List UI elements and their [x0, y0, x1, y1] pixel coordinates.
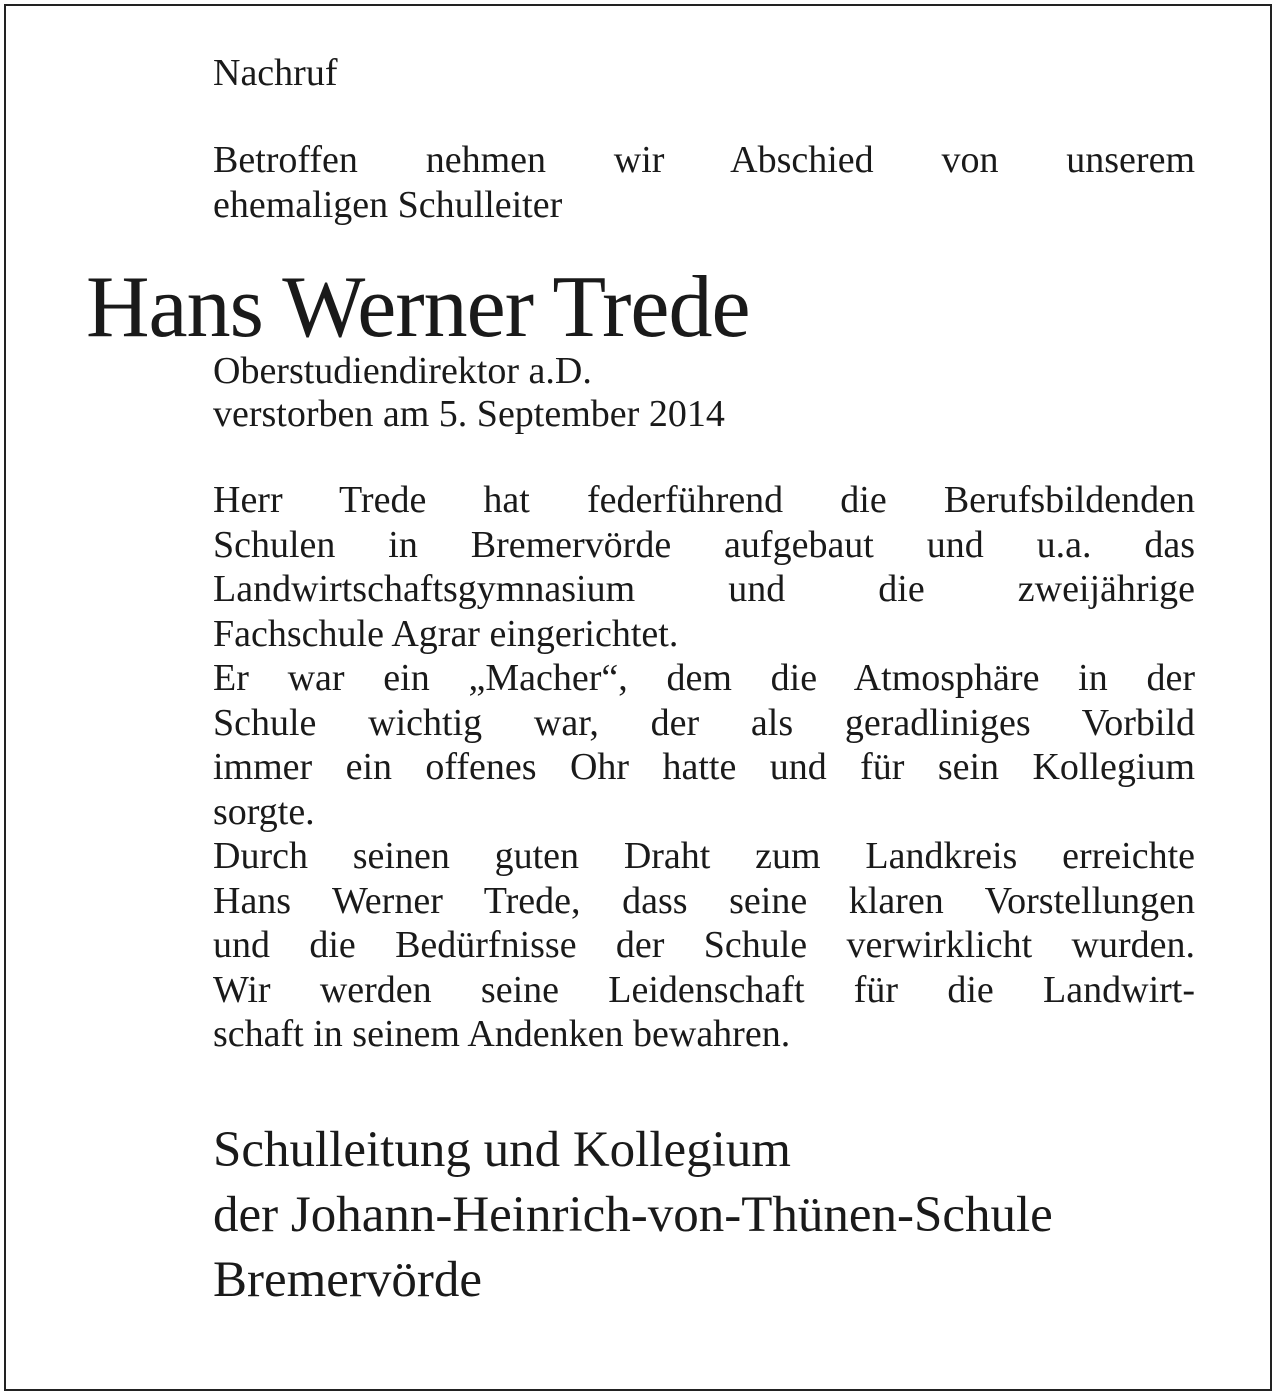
tribute-line: Schule wichtig war, der als geradliniges Vorbild	[213, 701, 1195, 744]
tribute-line: immer ein offenes Ohr hatte und für sein Kollegium	[213, 746, 1195, 788]
deceased-name: Hans Werner Trede	[86, 259, 750, 356]
signature-block	[213, 1118, 1195, 1313]
death-date: verstorben am 5. September 2014	[213, 393, 725, 435]
intro-line-1: Betroffen nehmen wir Abschied von unserem	[213, 139, 1195, 181]
deceased-details	[213, 350, 1195, 436]
tribute-line: und die Bedürfnisse der Schule verwirklicht wurden.	[213, 924, 1195, 966]
deceased-title: Oberstudiendirektor a.D.	[213, 350, 592, 392]
tribute-text	[213, 478, 1195, 1057]
tribute-line: Fachschule Agrar eingerichtet.	[213, 612, 679, 655]
intro-line-2: ehemaligen Schulleiter	[213, 184, 563, 226]
tribute-line: Schulen in Bremervörde aufgebaut und u.a. das	[213, 523, 1195, 566]
signature-line-3: Bremervörde	[213, 1252, 483, 1308]
tribute-line: Durch seinen guten Draht zum Landkreis erreichte	[213, 835, 1195, 877]
tribute-line: Hans Werner Trede, dass seine klaren Vorstellungen	[213, 879, 1195, 922]
signature-line-1: Schulleitung und Kollegium	[213, 1122, 791, 1178]
tribute-line: schaft in seinem Andenken bewahren.	[213, 1013, 791, 1055]
notice-heading: Nachruf	[213, 52, 338, 94]
intro-text	[213, 138, 1195, 228]
tribute-line: Herr Trede hat federführend die Berufsbildenden	[213, 479, 1195, 521]
tribute-line: Er war ein „Macher“, dem die Atmosphäre in der	[213, 657, 1195, 699]
signature-line-2: der Johann-Heinrich-von-Thünen-Schule	[213, 1187, 1053, 1243]
tribute-line: Wir werden seine Leidenschaft für die Landwirt-	[213, 968, 1195, 1011]
tribute-line: sorgte.	[213, 790, 315, 833]
tribute-line: Landwirtschaftsgymnasium und die zweijährige	[213, 568, 1195, 610]
